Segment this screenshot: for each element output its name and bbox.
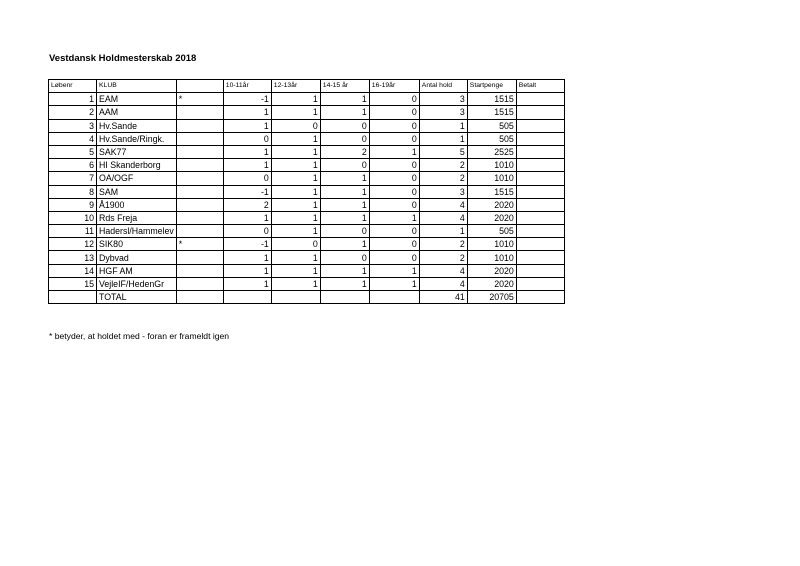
count-12-13: 1 [271,277,320,290]
count-12-13: 1 [271,264,320,277]
club-name: SAK77 [97,145,177,158]
row-number: 1 [49,93,97,106]
count-12-13: 1 [271,172,320,185]
header-klub: KLUB [97,80,177,93]
count-16-19: 0 [369,106,419,119]
row-number: 6 [49,159,97,172]
header-10-11: 10-11år [223,80,271,93]
paid [516,211,564,224]
club-name: EAM [97,93,177,106]
club-name: HI Skanderborg [97,159,177,172]
count-12-13: 1 [271,185,320,198]
team-count: 2 [419,172,467,185]
team-count: 2 [419,159,467,172]
total-empty-mark [176,291,223,304]
club-name: VejleIF/HedenGr [97,277,177,290]
entry-fee: 1010 [467,251,516,264]
paid [516,225,564,238]
header-loebenr: Løbenr [49,80,97,93]
count-12-13: 1 [271,211,320,224]
count-10-11: 1 [223,145,271,158]
paid [516,145,564,158]
paid [516,185,564,198]
entry-fee: 1515 [467,185,516,198]
withdrawn-mark [176,251,223,264]
count-10-11: 0 [223,172,271,185]
count-12-13: 1 [271,145,320,158]
team-table [48,79,565,304]
team-count: 3 [419,93,467,106]
withdrawn-mark [176,264,223,277]
count-16-19: 0 [369,251,419,264]
count-12-13: 0 [271,238,320,251]
header-row [49,80,565,93]
team-count: 4 [419,264,467,277]
count-14-15: 1 [320,211,369,224]
table-row [49,185,565,198]
table-row [49,172,565,185]
entry-fee: 2525 [467,145,516,158]
withdrawn-mark: * [176,93,223,106]
count-14-15: 1 [320,238,369,251]
team-count: 1 [419,119,467,132]
row-number: 14 [49,264,97,277]
count-14-15: 1 [320,185,369,198]
count-14-15: 2 [320,145,369,158]
sheet-title: Vestdansk Holdmesterskab 2018 [49,53,197,64]
count-10-11: -1 [223,238,271,251]
team-count: 4 [419,277,467,290]
count-12-13: 1 [271,132,320,145]
club-name: Hadersl/Hammelev [97,225,177,238]
team-count: 4 [419,198,467,211]
withdrawn-mark [176,198,223,211]
table-row [49,119,565,132]
table-row [49,145,565,158]
count-14-15: 1 [320,172,369,185]
row-number: 5 [49,145,97,158]
entry-fee: 1010 [467,159,516,172]
team-count: 5 [419,145,467,158]
count-12-13: 1 [271,159,320,172]
club-name: Å1900 [97,198,177,211]
row-number: 11 [49,225,97,238]
row-number: 15 [49,277,97,290]
paid [516,159,564,172]
withdrawn-mark [176,172,223,185]
withdrawn-mark [176,106,223,119]
total-label: TOTAL [97,291,177,304]
count-16-19: 0 [369,185,419,198]
club-name: Hv.Sande/Ringk. [97,132,177,145]
count-10-11: 1 [223,264,271,277]
count-10-11: -1 [223,93,271,106]
withdrawn-mark [176,145,223,158]
count-10-11: 0 [223,132,271,145]
total-entry-fee: 20705 [467,291,516,304]
club-name: SIK80 [97,238,177,251]
header-14-15: 14-15 år [320,80,369,93]
count-14-15: 0 [320,251,369,264]
paid [516,264,564,277]
team-count: 1 [419,132,467,145]
withdrawn-mark [176,119,223,132]
entry-fee: 1515 [467,93,516,106]
total-empty-a [223,291,271,304]
paid [516,172,564,185]
count-16-19: 0 [369,132,419,145]
footnote: * betyder, at holdet med - foran er frameldt igen [49,331,230,341]
team-count: 2 [419,238,467,251]
count-16-19: 1 [369,264,419,277]
club-name: Rds Freja [97,211,177,224]
count-10-11: 0 [223,225,271,238]
table-row [49,277,565,290]
entry-fee: 1010 [467,238,516,251]
count-16-19: 1 [369,145,419,158]
count-10-11: 1 [223,106,271,119]
count-14-15: 1 [320,93,369,106]
entry-fee: 2020 [467,264,516,277]
row-number: 7 [49,172,97,185]
count-14-15: 0 [320,132,369,145]
club-name: OA/OGF [97,172,177,185]
paid [516,198,564,211]
row-number: 10 [49,211,97,224]
row-number: 3 [49,119,97,132]
header-betalt: Betalt [516,80,564,93]
row-number: 13 [49,251,97,264]
count-14-15: 0 [320,225,369,238]
entry-fee: 2020 [467,211,516,224]
paid [516,132,564,145]
count-10-11: -1 [223,185,271,198]
row-number: 12 [49,238,97,251]
header-16-19: 16-19år [369,80,419,93]
withdrawn-mark [176,132,223,145]
total-empty-paid [516,291,564,304]
count-10-11: 2 [223,198,271,211]
entry-fee: 2020 [467,198,516,211]
count-14-15: 1 [320,198,369,211]
total-empty-c [320,291,369,304]
team-count: 1 [419,225,467,238]
count-14-15: 0 [320,119,369,132]
paid [516,277,564,290]
table-row [49,251,565,264]
count-16-19: 0 [369,172,419,185]
count-10-11: 1 [223,119,271,132]
header-antal-hold: Antal hold [419,80,467,93]
count-16-19: 0 [369,93,419,106]
count-14-15: 1 [320,264,369,277]
team-count: 2 [419,251,467,264]
header-startpenge: Startpenge [467,80,516,93]
withdrawn-mark [176,277,223,290]
count-14-15: 1 [320,277,369,290]
entry-fee: 505 [467,119,516,132]
count-16-19: 1 [369,277,419,290]
count-16-19: 0 [369,198,419,211]
entry-fee: 505 [467,132,516,145]
withdrawn-mark [176,225,223,238]
count-16-19: 0 [369,119,419,132]
count-12-13: 0 [271,119,320,132]
withdrawn-mark [176,211,223,224]
entry-fee: 1010 [467,172,516,185]
count-10-11: 1 [223,277,271,290]
club-name: AAM [97,106,177,119]
count-16-19: 0 [369,225,419,238]
club-name: HGF AM [97,264,177,277]
row-number: 8 [49,185,97,198]
table-row [49,225,565,238]
count-10-11: 1 [223,159,271,172]
total-empty-nr [49,291,97,304]
withdrawn-mark [176,185,223,198]
row-number: 4 [49,132,97,145]
paid [516,93,564,106]
team-count: 4 [419,211,467,224]
count-12-13: 1 [271,225,320,238]
entry-fee: 505 [467,225,516,238]
team-count: 3 [419,106,467,119]
count-16-19: 0 [369,159,419,172]
count-12-13: 1 [271,251,320,264]
count-16-19: 0 [369,238,419,251]
table-row [49,159,565,172]
total-empty-b [271,291,320,304]
table-row [49,264,565,277]
count-10-11: 1 [223,251,271,264]
table-row [49,93,565,106]
count-14-15: 1 [320,106,369,119]
count-12-13: 1 [271,93,320,106]
total-row [49,291,565,304]
club-name: Hv.Sande [97,119,177,132]
paid [516,106,564,119]
header-mark [176,80,223,93]
club-name: Dybvad [97,251,177,264]
count-12-13: 1 [271,198,320,211]
count-12-13: 1 [271,106,320,119]
club-name: SAM [97,185,177,198]
row-number: 9 [49,198,97,211]
table-row [49,106,565,119]
withdrawn-mark [176,159,223,172]
table-row [49,238,565,251]
count-14-15: 0 [320,159,369,172]
paid [516,238,564,251]
count-16-19: 1 [369,211,419,224]
withdrawn-mark: * [176,238,223,251]
table-row [49,198,565,211]
paid [516,251,564,264]
header-12-13: 12-13år [271,80,320,93]
entry-fee: 1515 [467,106,516,119]
paid [516,119,564,132]
team-count: 3 [419,185,467,198]
row-number: 2 [49,106,97,119]
total-team-count: 41 [419,291,467,304]
table-row [49,211,565,224]
total-empty-d [369,291,419,304]
count-10-11: 1 [223,211,271,224]
table-row [49,132,565,145]
entry-fee: 2020 [467,277,516,290]
